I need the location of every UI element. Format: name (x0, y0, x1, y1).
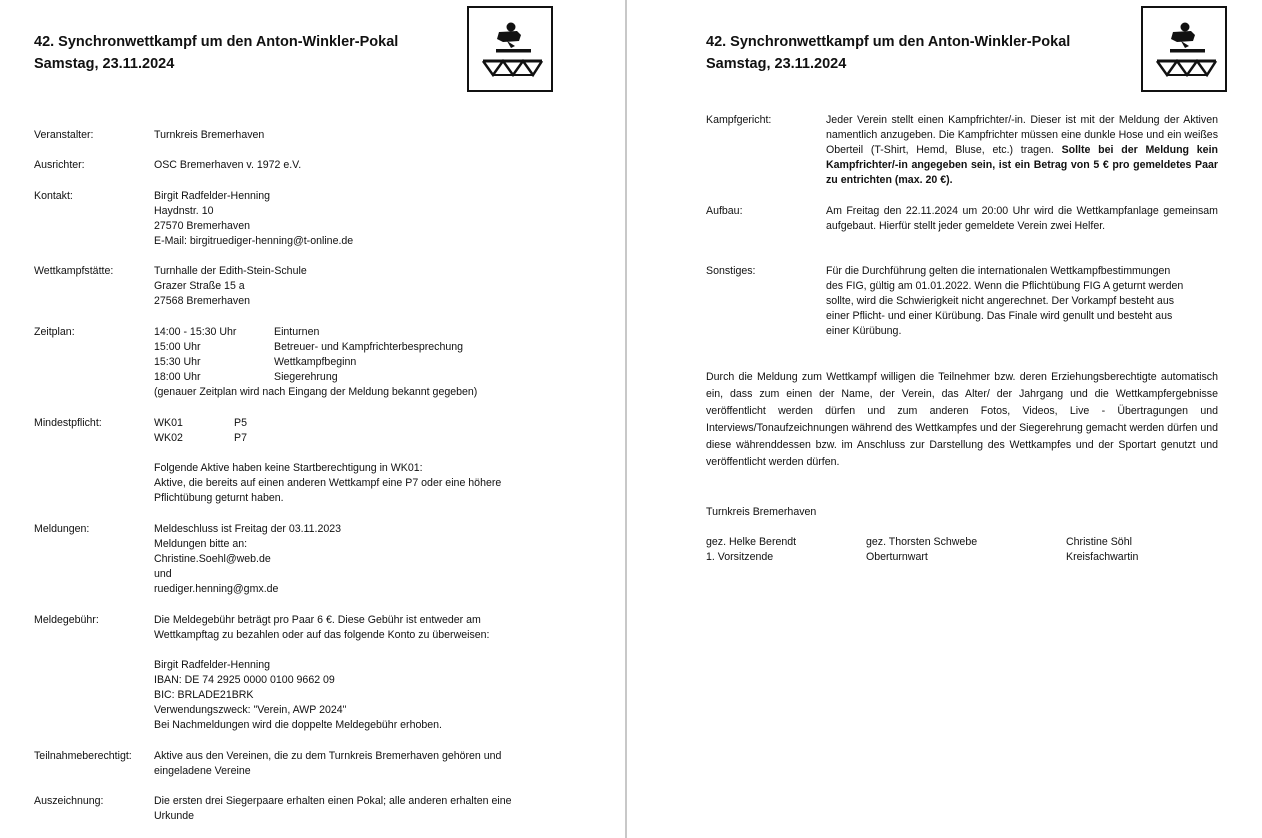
label-sonstiges: Sonstiges: (706, 265, 756, 277)
label-kampfgericht: Kampfgericht: (706, 114, 772, 126)
sonstiges-text: Für die Durchführung gelten die internationalen Wettkampfbestimmungen (826, 265, 1171, 277)
startberechtigung-note: Folgende Aktive haben keine Startberechtigung in WK01: (154, 462, 423, 474)
title-line-1: 42. Synchronwettkampf um den Anton-Winkler-Pokal (706, 34, 1071, 50)
sonstiges-text: sollte, wird die Schwierigkeit nicht angerechnet. Der Vorkampf besteht aus (826, 295, 1175, 307)
organization-name: Turnkreis Bremerhaven (706, 506, 817, 518)
label-veranstalter: Veranstalter: (34, 129, 94, 141)
signature-block (866, 535, 977, 565)
schedule-item (154, 355, 477, 370)
label-teilnahme: Teilnahmeberechtigt: (34, 750, 132, 762)
fee-text: Die Meldegebühr beträgt pro Paar 6 €. Diese Gebühr ist entweder am (154, 614, 481, 626)
late-fee-note: Bei Nachmeldungen wird die doppelte Meldegebühr erhoben. (154, 719, 442, 731)
label-mindestpflicht: Mindestpflicht: (34, 417, 102, 429)
schedule-item (154, 325, 477, 340)
schedule-item (154, 370, 477, 385)
meldungen-email: Christine.Soehl@web.de (154, 553, 271, 565)
contact-city: 27570 Bremerhaven (154, 220, 250, 232)
page-divider (625, 0, 627, 838)
kampfgericht-text-normal: Jeder Verein stellt einen Kampfrichter/-in. Dieser ist mit der Meldung der Aktiven namentlich anzugeben. Die Kampfrichter müssen eine dunkle Hose und ein weißes Oberteil (T-Shirt, Hemd, Bluse, etc.) tragen. (826, 114, 1218, 156)
title-date: Samstag, 23.11.2024 (34, 56, 175, 72)
teilnahme-text: eingeladene Vereine (154, 765, 251, 777)
schedule-time: 15:00 Uhr (154, 341, 201, 353)
trampoline-icon (1141, 6, 1227, 92)
label-meldegebuehr: Meldegebühr: (34, 614, 99, 626)
sonstiges-text: einer Pflicht- und einer Kürübung. Das Finale wird genullt und besteht aus (826, 310, 1173, 322)
wk-row (154, 431, 501, 446)
label-auszeichnung: Auszeichnung: (34, 795, 104, 807)
account-iban: IBAN: DE 74 2925 0000 0100 9662 09 (154, 674, 335, 686)
startberechtigung-note: Aktive, die bereits auf einen anderen Wettkampf eine P7 oder eine höhere (154, 477, 502, 489)
schedule-text: Betreuer- und Kampfrichterbesprechung (274, 341, 464, 353)
label-aufbau: Aufbau: (706, 205, 743, 217)
value-veranstalter: Turnkreis Bremerhaven (154, 129, 265, 141)
meldungen-text: Meldungen bitte an: (154, 538, 248, 550)
contact-street: Haydnstr. 10 (154, 205, 214, 217)
page-title (34, 31, 398, 75)
venue-street: Grazer Straße 15 a (154, 280, 245, 292)
label-kontakt: Kontakt: (34, 190, 73, 202)
wk-class: WK02 (154, 432, 183, 444)
signature-role: 1. Vorsitzende (706, 551, 774, 563)
startberechtigung-note: Pflichtübung geturnt haben. (154, 492, 284, 504)
kampfgericht-text-bold: Sollte bei der Meldung kein Kampfrichter/-in angegeben sein, ist ein Betrag von 5 € pro gemeldetes Paar zu entrichten (max. 20 €). (826, 144, 1218, 186)
signature-name: gez. Helke Berendt (706, 536, 797, 548)
wk-class: WK01 (154, 417, 183, 429)
auszeichnung-text: Urkunde (154, 810, 195, 822)
label-wettkampfstaette: Wettkampfstätte: (34, 265, 114, 277)
account-holder: Birgit Radfelder-Henning (154, 659, 271, 671)
wk-pflicht: P5 (234, 417, 247, 429)
fee-text: Wettkampftag zu bezahlen oder auf das folgende Konto zu überweisen: (154, 629, 490, 641)
sonstiges-text: des FIG, gültig am 01.01.2022. Wenn die Pflichtübung FIG A geturnt werden (826, 280, 1184, 292)
page-right (628, 0, 1262, 838)
schedule-text: Siegerehrung (274, 371, 338, 383)
schedule-time: 15:30 Uhr (154, 356, 201, 368)
consent-paragraph: Durch die Meldung zum Wettkampf willigen die Teilnehmer bzw. deren Erziehungsberechtigte automatisch ein, dass zum einen der Name, der Verein, das Alter/ der Jahrgang und die Wettkampfergebnisse veröffentlicht werden dürfen und zum anderen Fotos, Videos, Live - Übertragungen und Interviews/Tonaufzeichnungen während des Wettkampfes und der Siegerehrung gemacht werden dürfen und diese währenddessen bzw. im Anschluss zur Darstellung des Wettkampfes und der Sportart genutzt und veröffentlicht werden dürfen. (706, 371, 1218, 468)
wk-pflicht: P7 (234, 432, 247, 444)
schedule-item (154, 340, 477, 355)
trampoline-icon (467, 6, 553, 92)
label-meldungen: Meldungen: (34, 523, 90, 535)
meldungen-email: ruediger.henning@gmx.de (154, 583, 279, 595)
wk-row (154, 416, 501, 431)
signature-block (706, 535, 796, 565)
schedule-time: 18:00 Uhr (154, 371, 201, 383)
teilnahme-text: Aktive aus den Vereinen, die zu dem Turnkreis Bremerhaven gehören und (154, 750, 502, 762)
contact-name: Birgit Radfelder-Henning (154, 190, 271, 202)
contact-email: E-Mail: birgitruediger-henning@t-online.de (154, 235, 354, 247)
page-left (0, 0, 624, 838)
venue-city: 27568 Bremerhaven (154, 295, 250, 307)
signature-block (1066, 535, 1138, 565)
auszeichnung-text: Die ersten drei Siegerpaare erhalten einen Pokal; alle anderen erhalten eine (154, 795, 512, 807)
schedule-text: Einturnen (274, 326, 320, 338)
signature-role: Oberturnwart (866, 551, 928, 563)
signature-role: Kreisfachwartin (1066, 551, 1139, 563)
venue-name: Turnhalle der Edith-Stein-Schule (154, 265, 307, 277)
page-title (706, 31, 1070, 75)
title-line-1: 42. Synchronwettkampf um den Anton-Winkler-Pokal (34, 34, 399, 50)
schedule-time: 14:00 - 15:30 Uhr (154, 326, 237, 338)
meldeschluss-text: Meldeschluss ist Freitag der 03.11.2023 (154, 523, 342, 535)
sonstiges-text: einer Kürübung. (826, 325, 902, 337)
title-date: Samstag, 23.11.2024 (706, 56, 847, 72)
label-zeitplan: Zeitplan: (34, 326, 75, 338)
kampfgericht-text (826, 113, 1218, 188)
signature-name: gez. Thorsten Schwebe (866, 536, 978, 548)
label-ausrichter: Ausrichter: (34, 159, 85, 171)
value-ausrichter: OSC Bremerhaven v. 1972 e.V. (154, 159, 302, 171)
account-bic: BIC: BRLADE21BRK (154, 689, 254, 701)
schedule-note: (genauer Zeitplan wird nach Eingang der Meldung bekannt gegeben) (154, 386, 478, 398)
meldungen-text: und (154, 568, 172, 580)
schedule-text: Wettkampfbeginn (274, 356, 357, 368)
aufbau-text: Am Freitag den 22.11.2024 um 20:00 Uhr wird die Wettkampfanlage gemeinsam aufgebaut. Hierfür stellt jeder gemeldete Verein zwei Helfer. (826, 205, 1218, 232)
account-reference: Verwendungszweck: "Verein, AWP 2024" (154, 704, 347, 716)
signature-name: Christine Söhl (1066, 536, 1132, 548)
